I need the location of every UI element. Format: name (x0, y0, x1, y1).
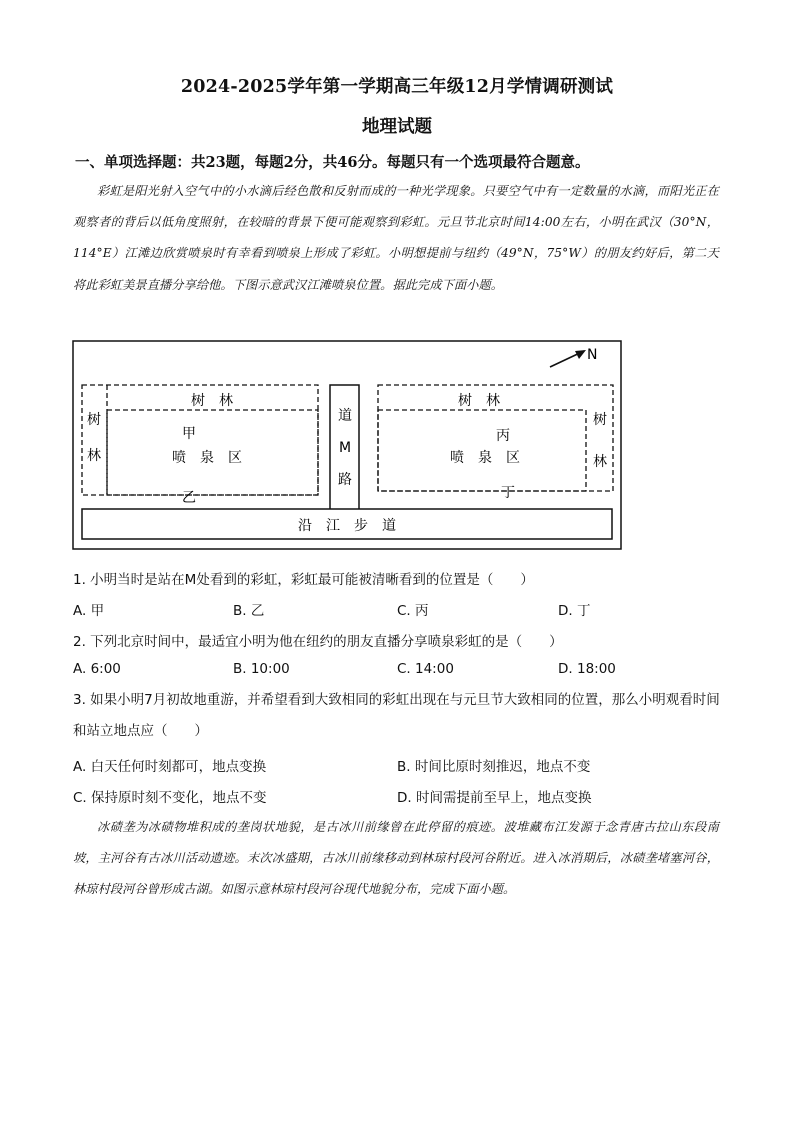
question-3-option-a[interactable]: A. 白天任何时刻都可，地点变换 (73, 759, 267, 775)
passage-rainbow: 彩虹是阳光射入空气中的小水滴后经色散和反射而成的一种光学现象。只要空气中有一定数量的水滴，而阳光正在观察者的背后以低角度照射，在较暗的背景下便可能观察到彩虹。元旦节北京时间14:00左右，小明在武汉（30°N，114°E）江滩边欣赏喷泉时有幸看到喷泉上形成了彩虹。小明想提前与纽约（49°N，75°W）的朋友约好后，第二天将此彩虹美景直播分享给他。下图示意武汉江滩喷泉位置。据此完成下面小题。 (73, 184, 719, 292)
question-2-option-a[interactable]: A. 6:00 (73, 661, 121, 677)
fountain-map-figure (72, 340, 622, 550)
exam-title: 2024-2025学年第一学期高三年级12月学情调研测试 (180, 77, 614, 97)
question-3-option-d[interactable]: D. 时间需提前至早上，地点变换 (397, 790, 592, 806)
question-3-option-b[interactable]: B. 时间比原时刻推迟，地点不变 (397, 759, 591, 775)
question-3-stem: 3. 如果小明7月初故地重游，并希望看到大致相同的彩虹出现在与元旦节大致相同的位置，那么小明观看时间和站立地点应（ ） (73, 692, 720, 739)
point-bing: 丙 (496, 428, 510, 444)
left-top-forest-label: 树 林 (191, 393, 233, 409)
question-1-option-c[interactable]: C. 丙 (397, 603, 429, 619)
question-1-option-b[interactable]: B. 乙 (233, 603, 265, 619)
left-side-forest-label-2: 林 (87, 448, 101, 464)
question-1-stem: 1. 小明当时是站在M处看到的彩虹，彩虹最可能被清晰看到的位置是（ ） (73, 572, 534, 588)
fountain-map-svg (72, 340, 622, 550)
question-1-option-d[interactable]: D. 丁 (558, 603, 591, 619)
subject-title: 地理试题 (362, 117, 432, 137)
section-heading: 一、单项选择题：共23题，每题2分，共46分。每题只有一个选项最符合题意。 (75, 154, 590, 171)
right-fountain-label: 喷 泉 区 (450, 450, 520, 466)
right-side-forest-label-2: 林 (593, 454, 607, 470)
point-ding: 丁 (501, 485, 515, 501)
question-3-option-c[interactable]: C. 保持原时刻不变化，地点不变 (73, 790, 267, 806)
north-label: N (587, 347, 598, 363)
right-top-forest-label: 树 林 (458, 393, 500, 409)
riverside-walk-label: 沿 江 步 道 (298, 518, 396, 534)
question-2-option-c[interactable]: C. 14:00 (397, 661, 454, 677)
road-label-3: 路 (338, 472, 352, 488)
question-2-option-b[interactable]: B. 10:00 (233, 661, 290, 677)
question-2-stem: 2. 下列北京时间中，最适宜小明为他在纽约的朋友直播分享喷泉彩虹的是（ ） (73, 634, 563, 650)
road-label-1: 道 (338, 408, 352, 424)
left-fountain-label: 喷 泉 区 (172, 450, 242, 466)
question-2-option-d[interactable]: D. 18:00 (558, 661, 616, 677)
left-side-forest-label-1: 树 (87, 412, 101, 428)
point-yi: 乙 (182, 490, 196, 506)
road-label-2: M (338, 440, 352, 456)
point-jia: 甲 (182, 426, 196, 442)
right-side-forest-label-1: 树 (593, 412, 607, 428)
passage-moraine: 冰碛垄为冰碛物堆积成的垄岗状地貌，是古冰川前缘曾在此停留的痕迹。波堆藏布江发源于念青唐古拉山东段南坡，主河谷有古冰川活动遗迹。末次冰盛期，古冰川前缘移动到林琼村段河谷附近。进入冰消期后，冰碛垄堵塞河谷，林琼村段河谷曾形成古湖。如图示意林琼村段河谷现代地貌分布，完成下面小题。 (73, 820, 719, 897)
question-1-option-a[interactable]: A. 甲 (73, 603, 105, 619)
